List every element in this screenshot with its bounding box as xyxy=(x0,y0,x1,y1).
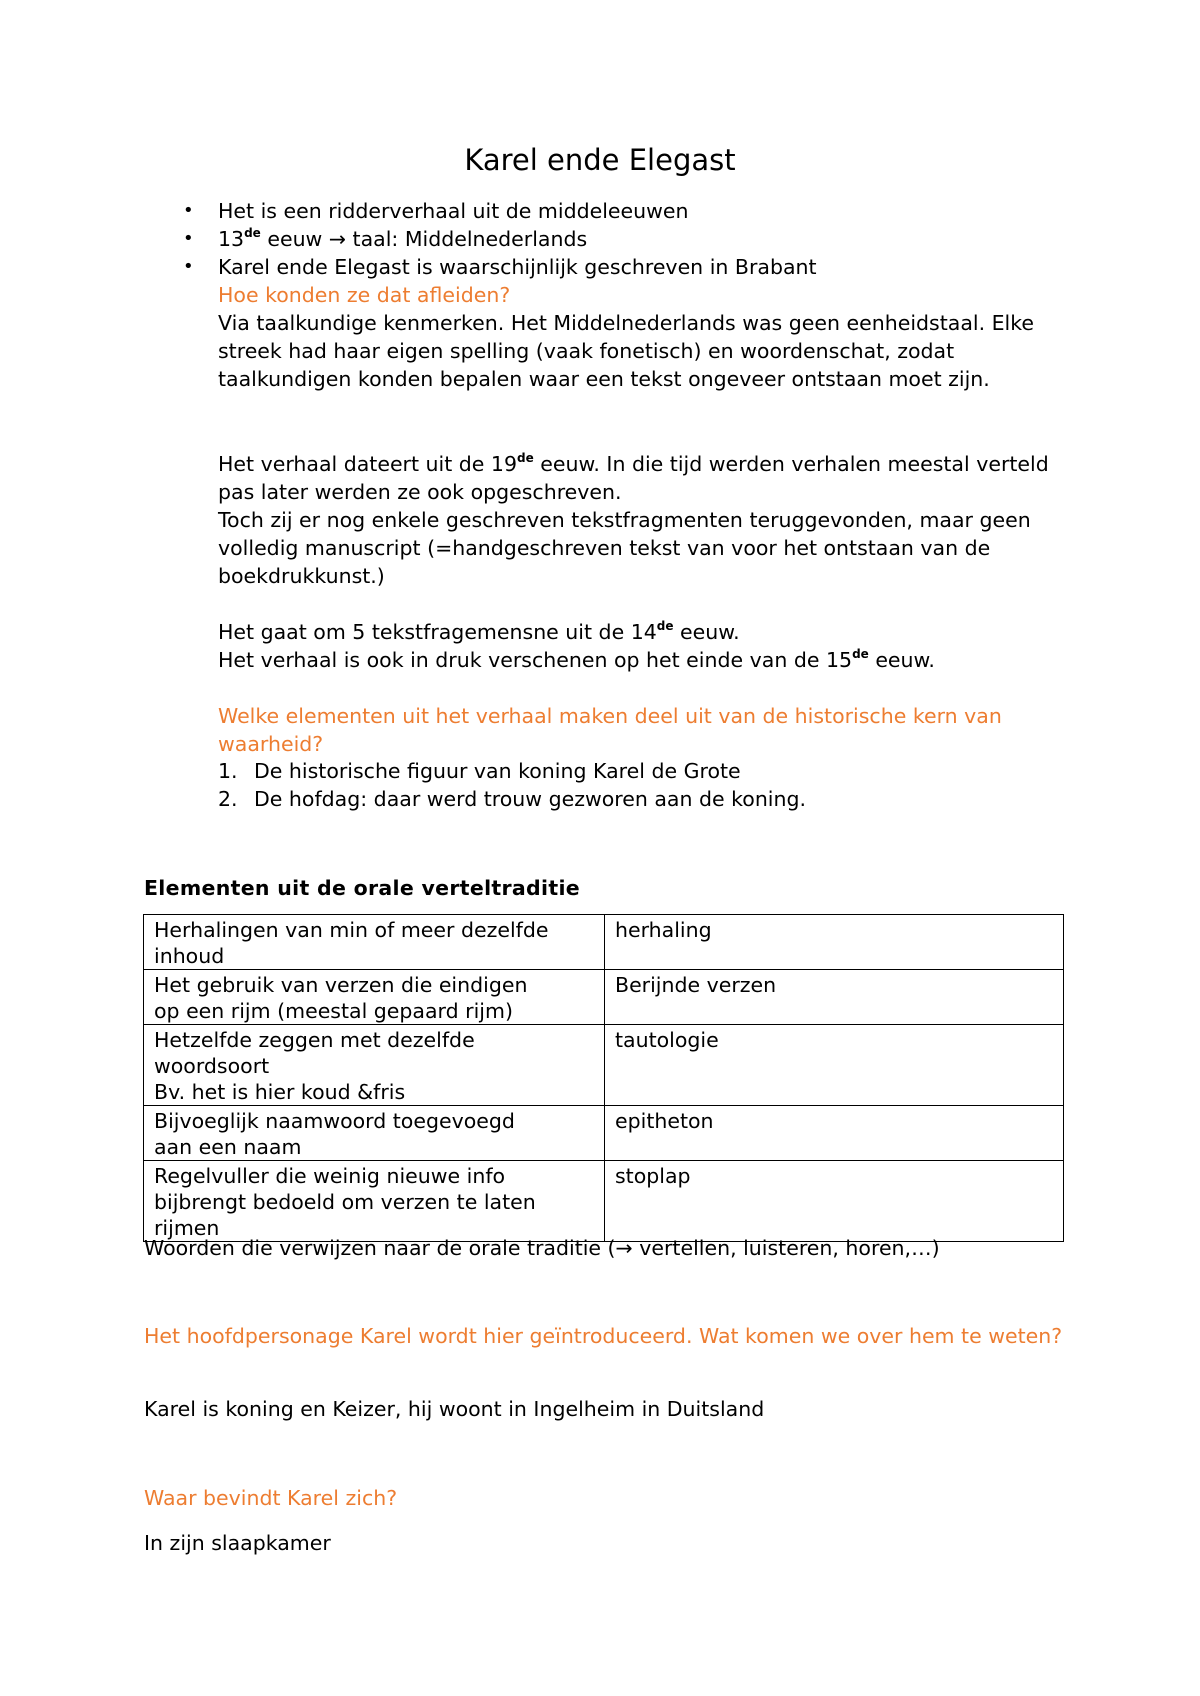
section-heading: Elementen uit de orale verteltraditie xyxy=(144,876,580,900)
question-introduction: Het hoofdpersonage Karel wordt hier geïntroduceerd. Wat komen we over hem te weten? xyxy=(144,1324,1063,1348)
numbered-item: 1. De historische figuur van koning Karel de Grote xyxy=(218,759,741,783)
table-cell-term: epitheton xyxy=(605,1106,1064,1161)
oral-words-note: Woorden die verwijzen naar de orale traditie (→ vertellen, luisteren, horen,…) xyxy=(144,1236,940,1260)
table-row xyxy=(144,970,1064,1025)
table-cell-term: Berijnde verzen xyxy=(605,970,1064,1025)
oral-tradition-table xyxy=(143,914,1064,1242)
table-cell-term: stoplap xyxy=(605,1161,1064,1242)
bullet-item: • Het is een ridderverhaal uit de middeleeuwen xyxy=(183,199,689,223)
table-row xyxy=(144,1161,1064,1242)
table-row xyxy=(144,1106,1064,1161)
numbered-item: 2. De hofdag: daar werd trouw gezworen aan de koning. xyxy=(218,787,807,811)
bullet-dot: • xyxy=(183,228,194,249)
table-cell-term: tautologie xyxy=(605,1025,1064,1106)
answer-introduction: Karel is koning en Keizer, hij woont in Ingelheim in Duitsland xyxy=(144,1397,765,1421)
numbered-list xyxy=(218,757,1118,813)
paragraph-dating: Het verhaal dateert uit de 19de eeuw. In die tijd werden verhalen meestal verteld pas later werden ze ook opgeschreven. Toch zij er nog enkele geschreven tekstfragmenten teruggevonden, maar geen volledig manuscript (=handgeschreven tekst van voor het ontstaan van de boekdrukkunst.) xyxy=(218,451,1049,588)
table-cell-description: Regelvuller die weinig nieuwe info bijbrengt bedoeld om verzen te laten rijmen xyxy=(144,1161,605,1242)
bullet-item: • 13de eeuw → taal: Middelnederlands xyxy=(183,226,588,251)
table-row xyxy=(144,1025,1064,1106)
answer-origin: Via taalkundige kenmerken. Het Middelnederlands was geen eenheidstaal. Elke streek had haar eigen spelling (vaak fonetisch) en woordenschat, zodat taalkundigen konden bepalen waar een tekst ongeveer ontstaan moet zijn. xyxy=(218,311,1035,391)
table-cell-description: Herhalingen van min of meer dezelfde inhoud xyxy=(144,915,605,970)
answer-location: In zijn slaapkamer xyxy=(144,1531,331,1555)
question-origin: Hoe konden ze dat afleiden? Via taalkundige kenmerken. Het Middelnederlands was geen eenheidstaal. Elke streek had haar eigen spelling (vaak fonetisch) en woordenschat, zodat taalkundigen konden bepalen waar een tekst ongeveer ontstaan moet zijn. xyxy=(218,281,1118,393)
bullet-dot: • xyxy=(183,200,194,221)
table-cell-description: Het gebruik van verzen die eindigen op een rijm (meestal gepaard rijm) xyxy=(144,970,605,1025)
bullet-dot: • xyxy=(183,256,194,277)
table-cell-description: Hetzelfde zeggen met dezelfde woordsoort Bv. het is hier koud &fris xyxy=(144,1025,605,1106)
table-cell-description: Bijvoeglijk naamwoord toegevoegd aan een naam xyxy=(144,1106,605,1161)
table-cell-term: herhaling xyxy=(605,915,1064,970)
question-location: Waar bevindt Karel zich? xyxy=(144,1486,398,1510)
bullet-item: • Karel ende Elegast is waarschijnlijk geschreven in Brabant xyxy=(183,255,817,279)
document-title: Karel ende Elegast xyxy=(464,143,736,177)
intro-bullet-list xyxy=(183,197,1133,281)
table-row xyxy=(144,915,1064,970)
paragraph-fragments: Het gaat om 5 tekstfragemensne uit de 14de eeuw. Het verhaal is ook in druk verschenen op het einde van de 15de eeuw. xyxy=(218,619,935,672)
question-historical-core: Welke elementen uit het verhaal maken deel uit van de historische kern van waarheid? xyxy=(218,704,1002,756)
